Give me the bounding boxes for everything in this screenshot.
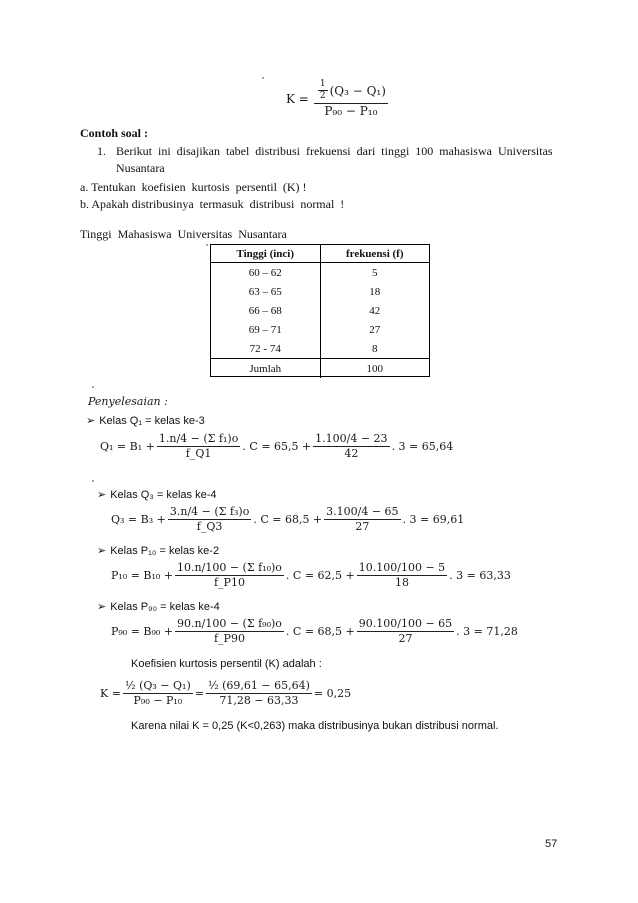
formula-denominator: P₉₀ − P₁₀ bbox=[324, 103, 378, 118]
p10-formula: P₁₀ = B₁₀ + $\frac{\text{10.n/100 − (Σ f₁₀)o}}{f\_P10}$ . C = 62,5 + $\frac{10.100/100 - 5}{18}$ . 3 = 63,33 bbox=[111, 561, 511, 589]
arrow-bullet-icon: ➢ bbox=[86, 415, 96, 427]
example-item-line2: Nusantara bbox=[116, 161, 165, 175]
table-row: 72 - 74 8 bbox=[211, 339, 429, 359]
question-a: a. Tentukan koefisien kurtosis persentil (K) ! bbox=[80, 180, 307, 194]
table-row: 69 – 71 27 bbox=[211, 320, 429, 339]
page-number: 57 bbox=[545, 838, 558, 850]
formula-numerator: (Q₃ − Q₁) bbox=[329, 83, 386, 98]
q3-class: ➢ Kelas Q₃ = kelas ke-4 bbox=[97, 488, 217, 501]
frequency-table-frame bbox=[210, 244, 430, 377]
q3-formula: Q₃ = B₃ + $\frac{\text{3.n/4 − (Σ f₃)o}}{f\_Q3}$ . C = 68,5 + $\frac{3.100/4 - 65}{27}$ . 3 = 69,61 bbox=[111, 505, 465, 533]
p10-class: ➢ Kelas P₁₀ = kelas ke-2 bbox=[97, 544, 220, 557]
scan-dot bbox=[92, 480, 94, 482]
kurtosis-result-formula: K = $\frac{\text{½ (Q₃ − Q₁)}}{\text{P₉₀ − P₁₀}}$ = $\frac{\text{½ (69,61 − 65,64)}}{71,28 - 63,33}$ = 0,25 bbox=[100, 679, 352, 707]
table-header-height: Tinggi (inci) bbox=[211, 245, 320, 263]
example-item-number: 1. bbox=[97, 144, 106, 158]
arrow-bullet-icon: ➢ bbox=[97, 601, 107, 613]
table-caption: Tinggi Mahasiswa Universitas Nusantara bbox=[80, 227, 287, 241]
table-row: 66 – 68 42 bbox=[211, 301, 429, 320]
q1-class: ➢ Kelas Q₁ = kelas ke-3 bbox=[86, 414, 205, 427]
table-row: 60 – 62 5 bbox=[211, 263, 429, 283]
formula-lhs: K = bbox=[286, 91, 309, 106]
frequency-table bbox=[211, 245, 429, 378]
kurtosis-intro: Koefisien kurtosis persentil (K) adalah : bbox=[131, 658, 322, 670]
scan-dot bbox=[262, 77, 264, 79]
table-header-frequency: frekuensi (f) bbox=[320, 245, 429, 263]
q1-formula: Q₁ = B₁ + $\frac{\text{1.n/4 − (Σ f₁)o}}{f\_Q1}$ . C = 65,5 + $\frac{1.100/4 - 23}{42}$ . 3 = 65,64 bbox=[100, 432, 454, 460]
kurtosis-formula: K = $\frac{1}{2}$ (Q₃ − Q₁) P₉₀ − P₁₀ bbox=[286, 79, 386, 118]
example-item-line1: Berikut ini disajikan tabel distribusi frekuensi dari tinggi 100 mahasiswa Universitas bbox=[116, 144, 553, 158]
scan-dot bbox=[206, 244, 208, 246]
p90-class: ➢ Kelas P₉₀ = kelas ke-4 bbox=[97, 600, 220, 613]
conclusion-text: Karena nilai K = 0,25 (K<0,263) maka distribusinya bukan distribusi normal. bbox=[131, 720, 499, 732]
table-total-row: Jumlah 100 bbox=[211, 359, 429, 379]
question-b: b. Apakah distribusinya termasuk distribusi normal ! bbox=[80, 197, 345, 211]
arrow-bullet-icon: ➢ bbox=[97, 489, 107, 501]
arrow-bullet-icon: ➢ bbox=[97, 545, 107, 557]
solution-title: Penyelesaian : bbox=[88, 395, 168, 408]
table-row: 63 – 65 18 bbox=[211, 282, 429, 301]
example-heading: Contoh soal : bbox=[80, 126, 149, 140]
p90-formula: P₉₀ = B₉₀ + $\frac{\text{90.n/100 − (Σ f₉₀)o}}{f\_P90}$ . C = 68,5 + $\frac{90.100/100 - 65}{27}$ . 3 = 71,28 bbox=[111, 617, 518, 645]
scan-dot bbox=[92, 386, 94, 388]
